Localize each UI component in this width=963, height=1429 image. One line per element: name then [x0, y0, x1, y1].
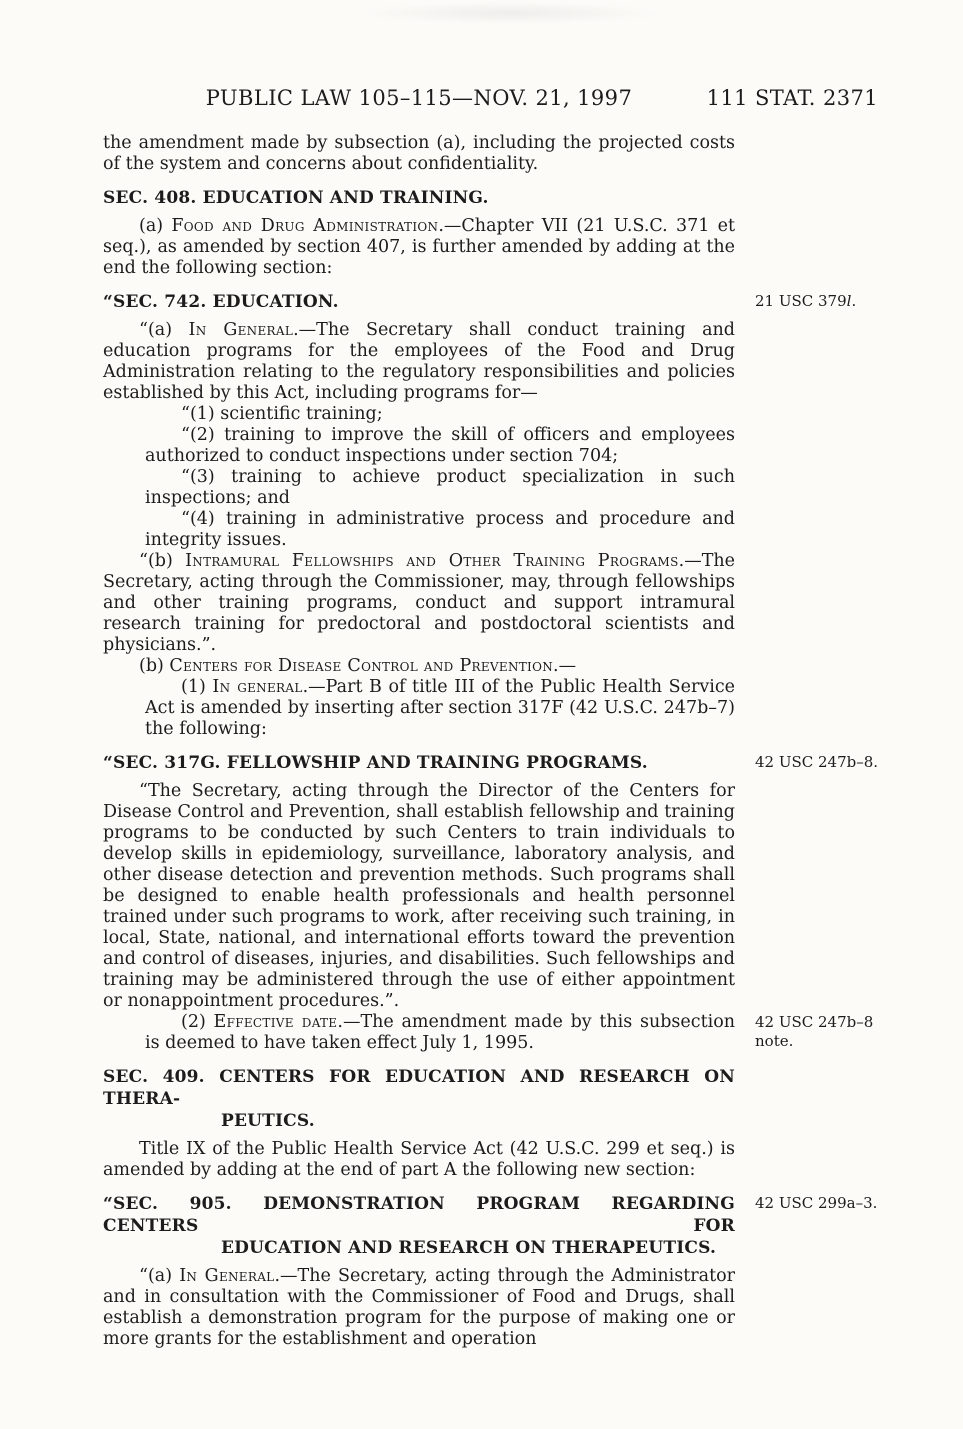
text-run: .—The Secretary, acting through the Commissioner, may, through fellowships and other training programs, conduct and support intramural research training for predoctoral and postdoctoral scientists and physicians.”. — [103, 551, 735, 655]
heading-line: SEC. 409. CENTERS FOR EDUCATION AND RESEARCH ON THERA- — [103, 1067, 735, 1109]
sec-317g-body-paragraph — [103, 781, 735, 1012]
text-run: “(b) — [139, 551, 186, 571]
text-run: “(4) training in administrative process and procedure and integrity issues. — [145, 509, 735, 550]
sec-742a1-item — [103, 404, 735, 425]
scan-bleedthrough-artifact — [360, 2, 660, 24]
heading-text — [103, 1193, 735, 1259]
sec-408a-paragraph — [103, 216, 735, 279]
text-run: Effective date — [213, 1012, 338, 1032]
text-run: In General — [188, 320, 294, 340]
running-header — [0, 86, 963, 112]
text-run: “The Secretary, acting through the Director of the Centers for Disease Control and Prevention, shall establish fellowship and training programs to be conducted by such Centers to train individuals to develop skills in epidemiology, surveillance, laboratory analysis, and other disease detection and prevention methods. Such programs shall be designed to enable health professionals and health personnel trained under such programs to work, after receiving such training, in local, State, national, and international efforts toward the prevention and control of diseases, injuries, and disabilities. Such fellowships and training may be administered through the use of either appointment or nonappointment procedures.”. — [103, 781, 735, 1011]
text-run: .—Chapter VII (21 U.S.C. 371 et seq.), as amended by section 407, is further amended by adding at the end the following section: — [103, 216, 735, 278]
document-body — [103, 133, 879, 1350]
text-run: (2) — [181, 1012, 214, 1032]
sec-742a3-item — [103, 467, 735, 509]
heading-line: “SEC. 905. DEMONSTRATION PROGRAM REGARDING CENTERS FOR — [103, 1194, 735, 1236]
sec-742a-paragraph — [103, 320, 735, 404]
running-header-law-title: PUBLIC LAW 105–115—NOV. 21, 1997 — [205, 86, 633, 110]
paragraph-text — [103, 1012, 735, 1054]
text-run: “(a) — [139, 1266, 180, 1286]
sec-742a2-item — [103, 425, 735, 467]
sec-742-quoted-heading — [103, 279, 857, 320]
intro-continuation-paragraph — [103, 133, 735, 175]
heading-text — [103, 291, 735, 313]
paragraph-text — [103, 1266, 735, 1350]
text-run: Intramural Fellowships and Other Training Programs — [185, 551, 679, 571]
sec-408b2-item — [103, 1012, 874, 1054]
paragraph-text — [103, 133, 735, 175]
heading-text — [103, 752, 735, 774]
text-run: “(1) scientific training; — [181, 404, 383, 424]
note-run: 21 USC 379 — [755, 292, 847, 310]
uscode-margin-note — [755, 1013, 879, 1051]
heading-line: EDUCATION AND RESEARCH ON THERAPEUTICS. — [221, 1238, 717, 1258]
text-run: the amendment made by subsection (a), including the projected costs of the system and concerns about confidentiality. — [103, 133, 735, 174]
sec-408-heading — [103, 175, 735, 216]
running-header-stat-page-number: 111 STAT. 2371 — [706, 86, 878, 110]
paragraph-text — [103, 781, 735, 1012]
paragraph-text — [103, 551, 735, 656]
paragraph-text — [103, 425, 735, 467]
paragraph-text — [103, 656, 735, 677]
paragraph-text — [103, 216, 735, 279]
heading-line: SEC. 408. EDUCATION AND TRAINING. — [103, 188, 489, 208]
text-run: In general — [212, 677, 303, 697]
sec-317g-quoted-heading — [103, 740, 879, 781]
paragraph-text — [103, 509, 735, 551]
text-run: (a) — [139, 216, 172, 236]
sec-905a-paragraph — [103, 1266, 735, 1350]
text-run: .—The amendment made by this subsection is deemed to have taken effect July 1, 1995. — [145, 1012, 736, 1053]
note-run: 42 USC 299a–3. — [755, 1194, 878, 1212]
text-run: Food and Drug Administration — [171, 216, 439, 236]
text-run: (1) — [181, 677, 213, 697]
uscode-margin-note — [755, 292, 879, 311]
paragraph-text — [103, 467, 735, 509]
note-run: 42 USC 247b–8. — [755, 753, 879, 771]
sec-742b-paragraph — [103, 551, 735, 656]
text-run: .— — [553, 656, 577, 676]
paragraph-text — [103, 320, 735, 404]
sec-905-quoted-heading — [103, 1181, 878, 1266]
heading-text — [103, 1066, 735, 1132]
uscode-margin-note — [755, 753, 879, 772]
note-run: . — [851, 292, 857, 310]
sec-408b1-item — [103, 677, 735, 740]
sec-408b-paragraph — [103, 656, 735, 677]
text-run: .—The Secretary, acting through the Administrator and in consultation with the Commissioner of Food and Drugs, shall establish a demonstration program for the purpose of making one or more grants for the establishment and operation — [103, 1266, 736, 1349]
text-run: “(3) training to achieve product specialization in such inspections; and — [145, 467, 735, 508]
text-run: (b) — [139, 656, 170, 676]
text-run: .—The Secretary shall conduct training and education programs for the employees of the Food and Drug Administration relating to the regulatory responsibilities and policies established by this Act, including programs for— — [103, 320, 735, 403]
heading-text — [103, 187, 735, 209]
sec-742a4-item — [103, 509, 735, 551]
text-run: Title IX of the Public Health Service Act (42 U.S.C. 299 et seq.) is amended by adding at the end of part A the following new section: — [103, 1139, 735, 1180]
paragraph-text — [103, 677, 735, 740]
note-run: 42 USC 247b–8 note. — [755, 1013, 874, 1050]
heading-line: “SEC. 317G. FELLOWSHIP AND TRAINING PROGRAMS. — [103, 753, 648, 773]
text-run: In General — [179, 1266, 275, 1286]
text-run: .—Part B of title III of the Public Health Service Act is amended by inserting after section 317F (42 U.S.C. 247b–7) the following: — [145, 677, 735, 739]
sec-409-heading — [103, 1054, 735, 1139]
text-run: “(a) — [139, 320, 189, 340]
paragraph-text — [103, 404, 735, 425]
uscode-margin-note — [755, 1194, 879, 1213]
note-run: l — [846, 292, 852, 310]
sec-409-intro-paragraph — [103, 1139, 735, 1181]
paragraph-text — [103, 1139, 735, 1181]
text-run: Centers for Disease Control and Prevention — [169, 656, 554, 676]
heading-line: PEUTICS. — [221, 1111, 315, 1131]
heading-line: “SEC. 742. EDUCATION. — [103, 292, 339, 312]
text-run: “(2) training to improve the skill of officers and employees authorized to conduct inspections under section 704; — [145, 425, 735, 466]
